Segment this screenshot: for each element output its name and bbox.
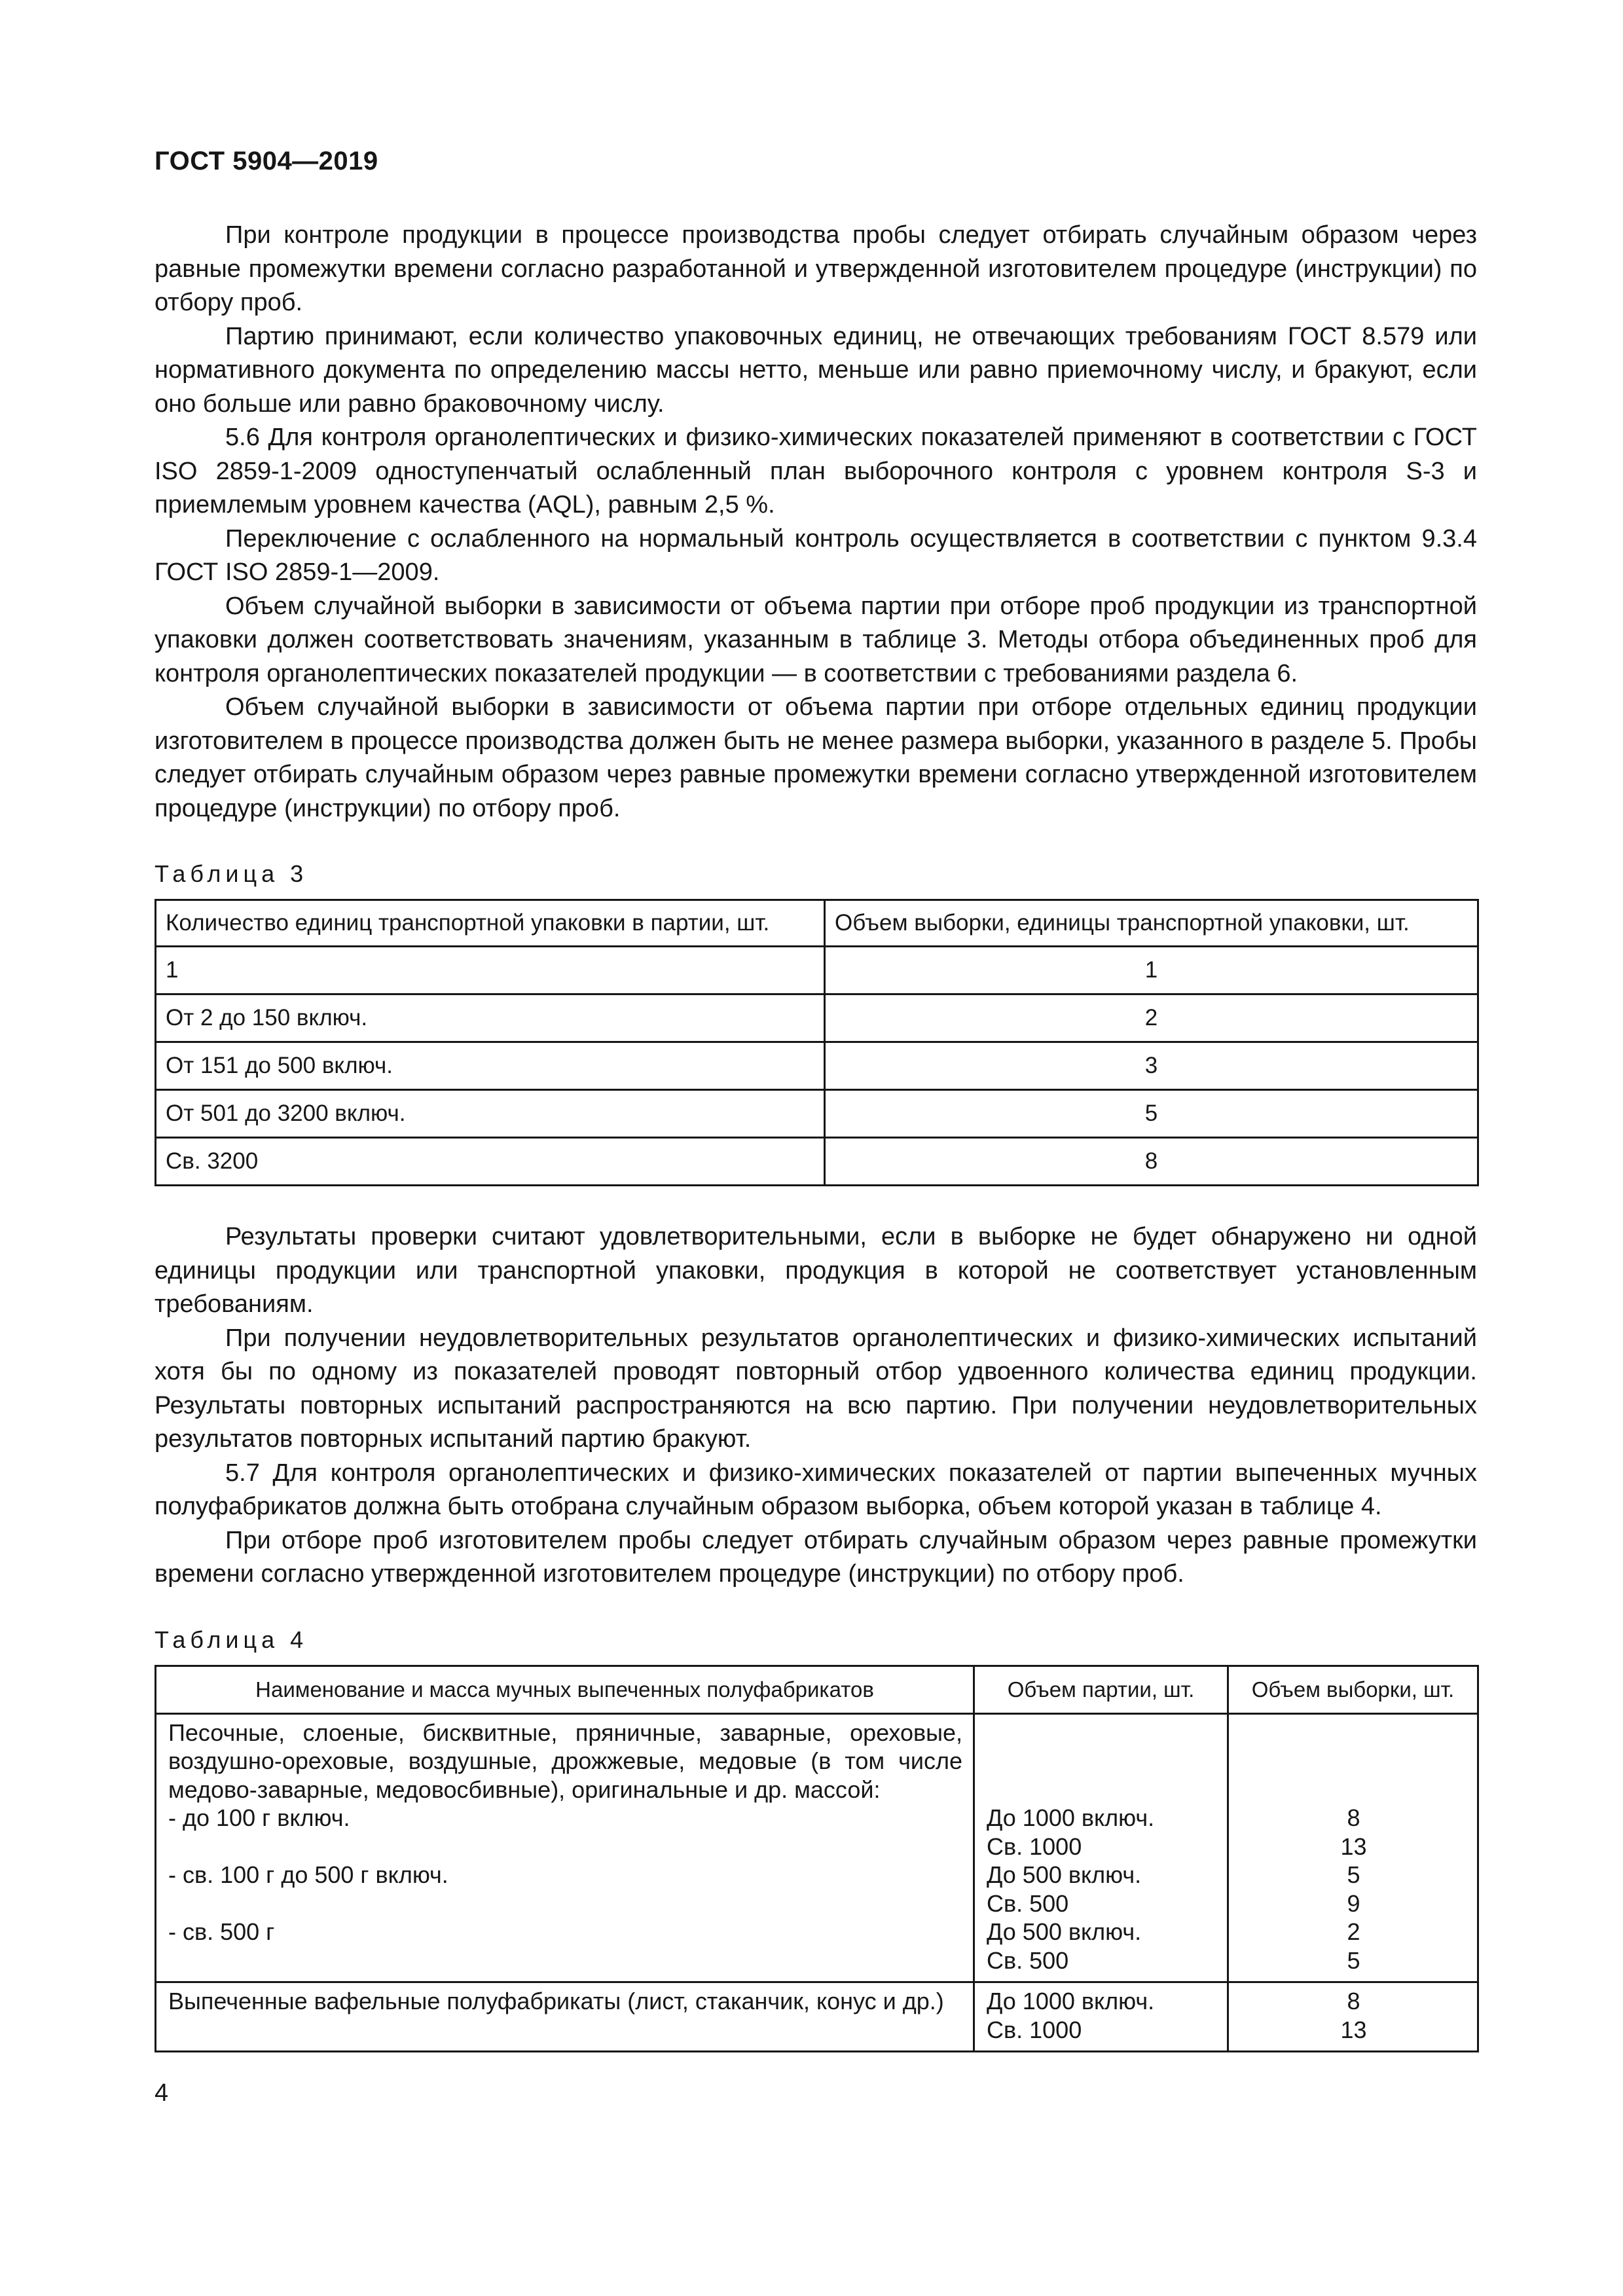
sample-size: 8 bbox=[1347, 1804, 1360, 1831]
paragraph: Объем случайной выборки в зависимости от объема партии при отборе отдельных единиц продукции изготовителем в процессе производства должен быть не менее размера выборки, указанного в разделе 5. Пробы следует отбирать случайным образом через равные промежутки времени согласно утвержденной изготовителем процедуре (инструкции) по отбору проб. bbox=[155, 693, 1477, 822]
table-row bbox=[156, 1713, 1478, 1982]
table-cell: От 151 до 500 включ. bbox=[156, 1042, 825, 1090]
paragraph: Результаты проверки считают удовлетворительными, если в выборке не будет обнаружено ни одной единицы продукции или транспортной упаковки, продукция в которой не соответствует установленным требованиям. bbox=[155, 1223, 1477, 1318]
column-header: Объем выборки, единицы транспортной упаковки, шт. bbox=[825, 900, 1478, 947]
paragraph: При получении неудовлетворительных результатов органолептических и физико-химических испытаний хотя бы по одному из показателей проводят повторный отбор удвоенного количества единиц продукции. Результаты повторных испытаний распространяются на всю партию. При получении неудовлетворительных результатов повторных испытаний партию бракуют. bbox=[155, 1324, 1477, 1453]
paragraph: Объем случайной выборки в зависимости от объема партии при отборе проб продукции из транспортной упаковки должен соответствовать значениям, указанным в таблице 3. Методы отбора объединенных проб для контроля органолептических показателей продукции — в соответствии с требованиями раздела 6. bbox=[155, 592, 1477, 687]
paragraph: При контроле продукции в процессе производства пробы следует отбирать случайным образом через равные промежутки времени согласно разработанной и утвержденной изготовителем процедуре (инструкции) по отбору проб. bbox=[155, 221, 1477, 316]
lot-size: Св. 500 bbox=[987, 1946, 1069, 1974]
sample-size: 13 bbox=[1340, 1832, 1367, 1860]
paragraph: Партию принимают, если количество упаковочных единиц, не отвечающих требованиям ГОСТ 8.579 или нормативного документа по определению массы нетто, меньше или равно приемочному числу, и бракуют, если оно больше или равно браковочному числу. bbox=[155, 322, 1477, 418]
sample-size: 5 bbox=[1347, 1946, 1360, 1974]
table-cell: 1 bbox=[156, 947, 825, 994]
table-cell: Выпеченные вафельные полуфабрикаты (лист, стаканчик, конус и др.) bbox=[156, 1982, 974, 2052]
column-header: Объем выборки, шт. bbox=[1228, 1666, 1478, 1713]
spacer-line bbox=[168, 1832, 962, 1861]
column-header: Наименование и масса мучных выпеченных полуфабрикатов bbox=[156, 1666, 974, 1713]
spacer-line bbox=[1241, 1776, 1467, 1804]
table-row bbox=[156, 947, 1478, 994]
table-cell: 3 bbox=[825, 1042, 1478, 1090]
paragraph: 5.7 Для контроля органолептических и физико-химических показателей от партии выпеченных мучных полуфабрикатов должна быть отобрана случайным образом выборка, объем которой указан в таблице 4. bbox=[155, 1459, 1477, 1520]
spacer-line bbox=[987, 1719, 1216, 1747]
table-row bbox=[156, 1090, 1478, 1138]
document-header: ГОСТ 5904—2019 bbox=[155, 147, 378, 175]
sample-size: 13 bbox=[1340, 2016, 1367, 2043]
mass-range: - св. 500 г bbox=[168, 1918, 275, 1945]
paragraph: 5.6 Для контроля органолептических и физико-химических показателей применяют в соответствии с ГОСТ ISO 2859-1-2009 одноступенчатый ослабленный план выборочного контроля с уровнем контроля S-3 и приемлемым уровнем качества (AQL), равным 2,5 %. bbox=[155, 424, 1477, 519]
table-cell bbox=[974, 1982, 1228, 2052]
table-4 bbox=[155, 1665, 1479, 2053]
sample-size: 9 bbox=[1347, 1889, 1360, 1917]
table-3-caption: Таблица 3 bbox=[155, 860, 308, 887]
mass-range: - св. 100 г до 500 г включ. bbox=[168, 1861, 448, 1888]
table-cell: 1 bbox=[825, 947, 1478, 994]
column-header: Количество единиц транспортной упаковки в партии, шт. bbox=[156, 900, 825, 947]
table-4-caption: Таблица 4 bbox=[155, 1626, 308, 1653]
lot-size: Св. 1000 bbox=[987, 2016, 1082, 2043]
sample-size: 8 bbox=[1347, 1988, 1360, 2014]
table-header-row bbox=[156, 900, 1478, 947]
lot-size: До 1000 включ. bbox=[987, 1988, 1155, 2014]
table-cell: От 501 до 3200 включ. bbox=[156, 1090, 825, 1138]
table-3 bbox=[155, 899, 1479, 1186]
lot-size: До 500 включ. bbox=[987, 1918, 1142, 1945]
sample-size: 2 bbox=[1347, 1918, 1360, 1945]
lot-size: Св. 1000 bbox=[987, 1832, 1082, 1860]
table-row bbox=[156, 1138, 1478, 1186]
table-cell bbox=[974, 1713, 1228, 1982]
spacer-line bbox=[1241, 1719, 1467, 1747]
document-page bbox=[155, 145, 1477, 2052]
paragraph: При отборе проб изготовителем пробы следует отбирать случайным образом через равные промежутки времени согласно утвержденной изготовителем процедуре (инструкции) по отбору проб. bbox=[155, 1526, 1477, 1588]
lot-size: До 500 включ. bbox=[987, 1861, 1142, 1888]
paragraph: Переключение с ослабленного на нормальный контроль осуществляется в соответствии с пунктом 9.3.4 ГОСТ ISO 2859-1—2009. bbox=[155, 524, 1477, 586]
lot-size: До 1000 включ. bbox=[987, 1804, 1155, 1831]
spacer-line bbox=[987, 1747, 1216, 1776]
column-header: Объем партии, шт. bbox=[974, 1666, 1228, 1713]
table-cell: 8 bbox=[825, 1138, 1478, 1186]
table-header-row bbox=[156, 1666, 1478, 1713]
table-row bbox=[156, 1042, 1478, 1090]
page-number: 4 bbox=[155, 2079, 169, 2107]
table-row bbox=[156, 994, 1478, 1042]
table-cell: 2 bbox=[825, 994, 1478, 1042]
table-row bbox=[156, 1982, 1478, 2052]
table-cell: От 2 до 150 включ. bbox=[156, 994, 825, 1042]
table-cell bbox=[1228, 1982, 1478, 2052]
table-cell bbox=[1228, 1713, 1478, 1982]
table-cell: 5 bbox=[825, 1090, 1478, 1138]
spacer-line bbox=[1241, 1747, 1467, 1776]
table-cell: Св. 3200 bbox=[156, 1138, 825, 1186]
mass-range: - до 100 г включ. bbox=[168, 1804, 350, 1831]
sample-size: 5 bbox=[1347, 1861, 1360, 1888]
table-cell bbox=[156, 1713, 974, 1982]
spacer-line bbox=[987, 1776, 1216, 1804]
spacer-line bbox=[168, 1889, 962, 1918]
product-description: Песочные, слоеные, бисквитные, пряничные, заварные, ореховые, воздушно-ореховые, воздушные, дрожжевые, медовые (в том числе медово-заварные, медовосбивные), оригинальные и др. массой: bbox=[168, 1719, 962, 1803]
lot-size: Св. 500 bbox=[987, 1889, 1069, 1917]
